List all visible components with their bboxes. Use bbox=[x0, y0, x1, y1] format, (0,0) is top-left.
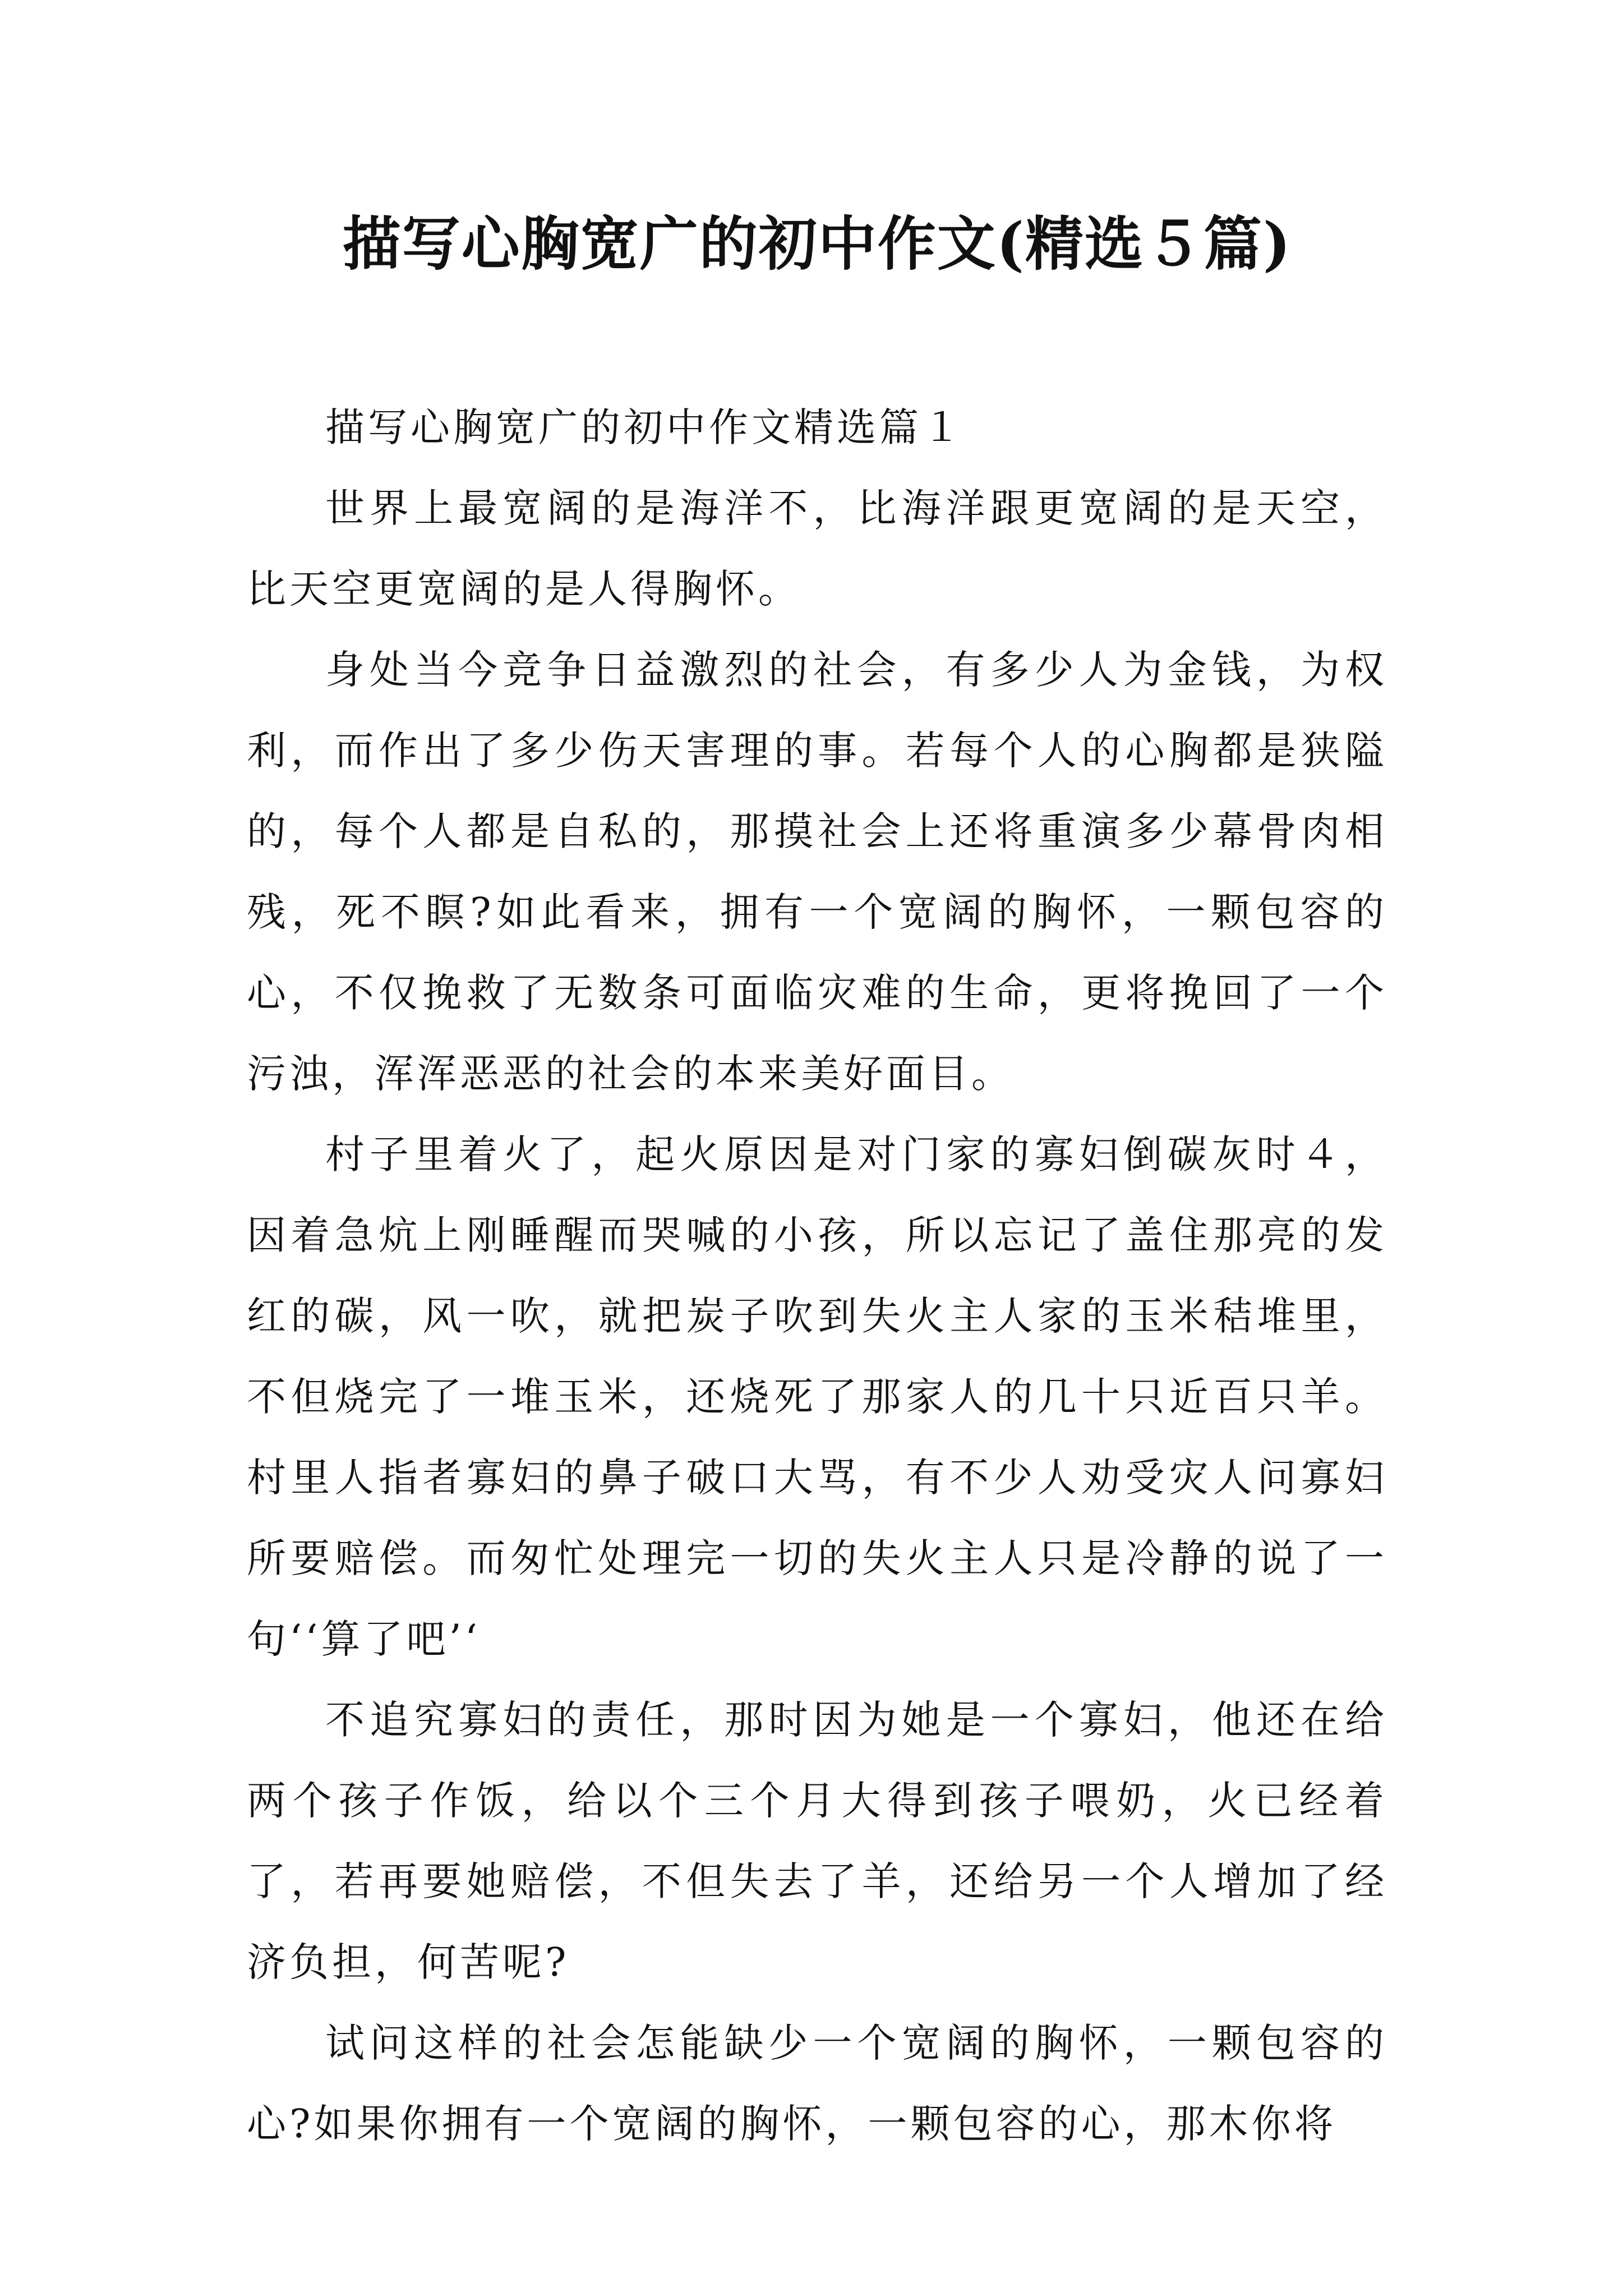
paragraph-4: 不追究寡妇的责任，那时因为她是一个寡妇，他还在给两个孩子作饭，给以个三个月大得到孩子喂奶，火已经着了，若再要她赔偿，不但失去了羊，还给另一个人增加了经济负担，何苦呢? bbox=[247, 1697, 1387, 1985]
article-body bbox=[247, 387, 1387, 2164]
paragraph-3: 村子里着火了，起火原因是对门家的寡妇倒碳灰时４，因着急炕上刚睡醒而哭喊的小孩，所以忘记了盖住那亮的发红的碳，风一吹，就把炭子吹到失火主人家的玉米秸堆里，不但烧完了一堆玉米，还烧死了那家人的几十只近百只羊。村里人指者寡妇的鼻子破口大骂，有不少人劝受灾人问寡妇所要赔偿。而匆忙处理完一切的失火主人只是冷静的说了一句‘‘算了吧’‘ bbox=[247, 1131, 1387, 1662]
paragraph-2: 身处当今竞争日益激烈的社会，有多少人为金钱，为权利，而作出了多少伤天害理的事。若每个人的心胸都是狭隘的，每个人都是自私的，那摸社会上还将重演多少幕骨肉相残，死不瞑?如此看来，拥有一个宽阔的胸怀，一颗包容的心，不仅挽救了无数条可面临灾难的生命，更将挽回了一个污浊，浑浑恶恶的社会的本来美好面目。 bbox=[247, 647, 1387, 1097]
document-title: 描写心胸宽广的初中作文(精选５篇) bbox=[342, 209, 1292, 278]
paragraph-1: 世界上最宽阔的是海洋不，比海洋跟更宽阔的是天空，比天空更宽阔的是人得胸怀。 bbox=[247, 485, 1387, 612]
section-heading: 描写心胸宽广的初中作文精选篇１ bbox=[325, 404, 965, 450]
paragraph-5: 试问这样的社会怎能缺少一个宽阔的胸怀，一颗包容的心?如果你拥有一个宽阔的胸怀，一颗包容的心，那木你将 bbox=[247, 2020, 1387, 2147]
